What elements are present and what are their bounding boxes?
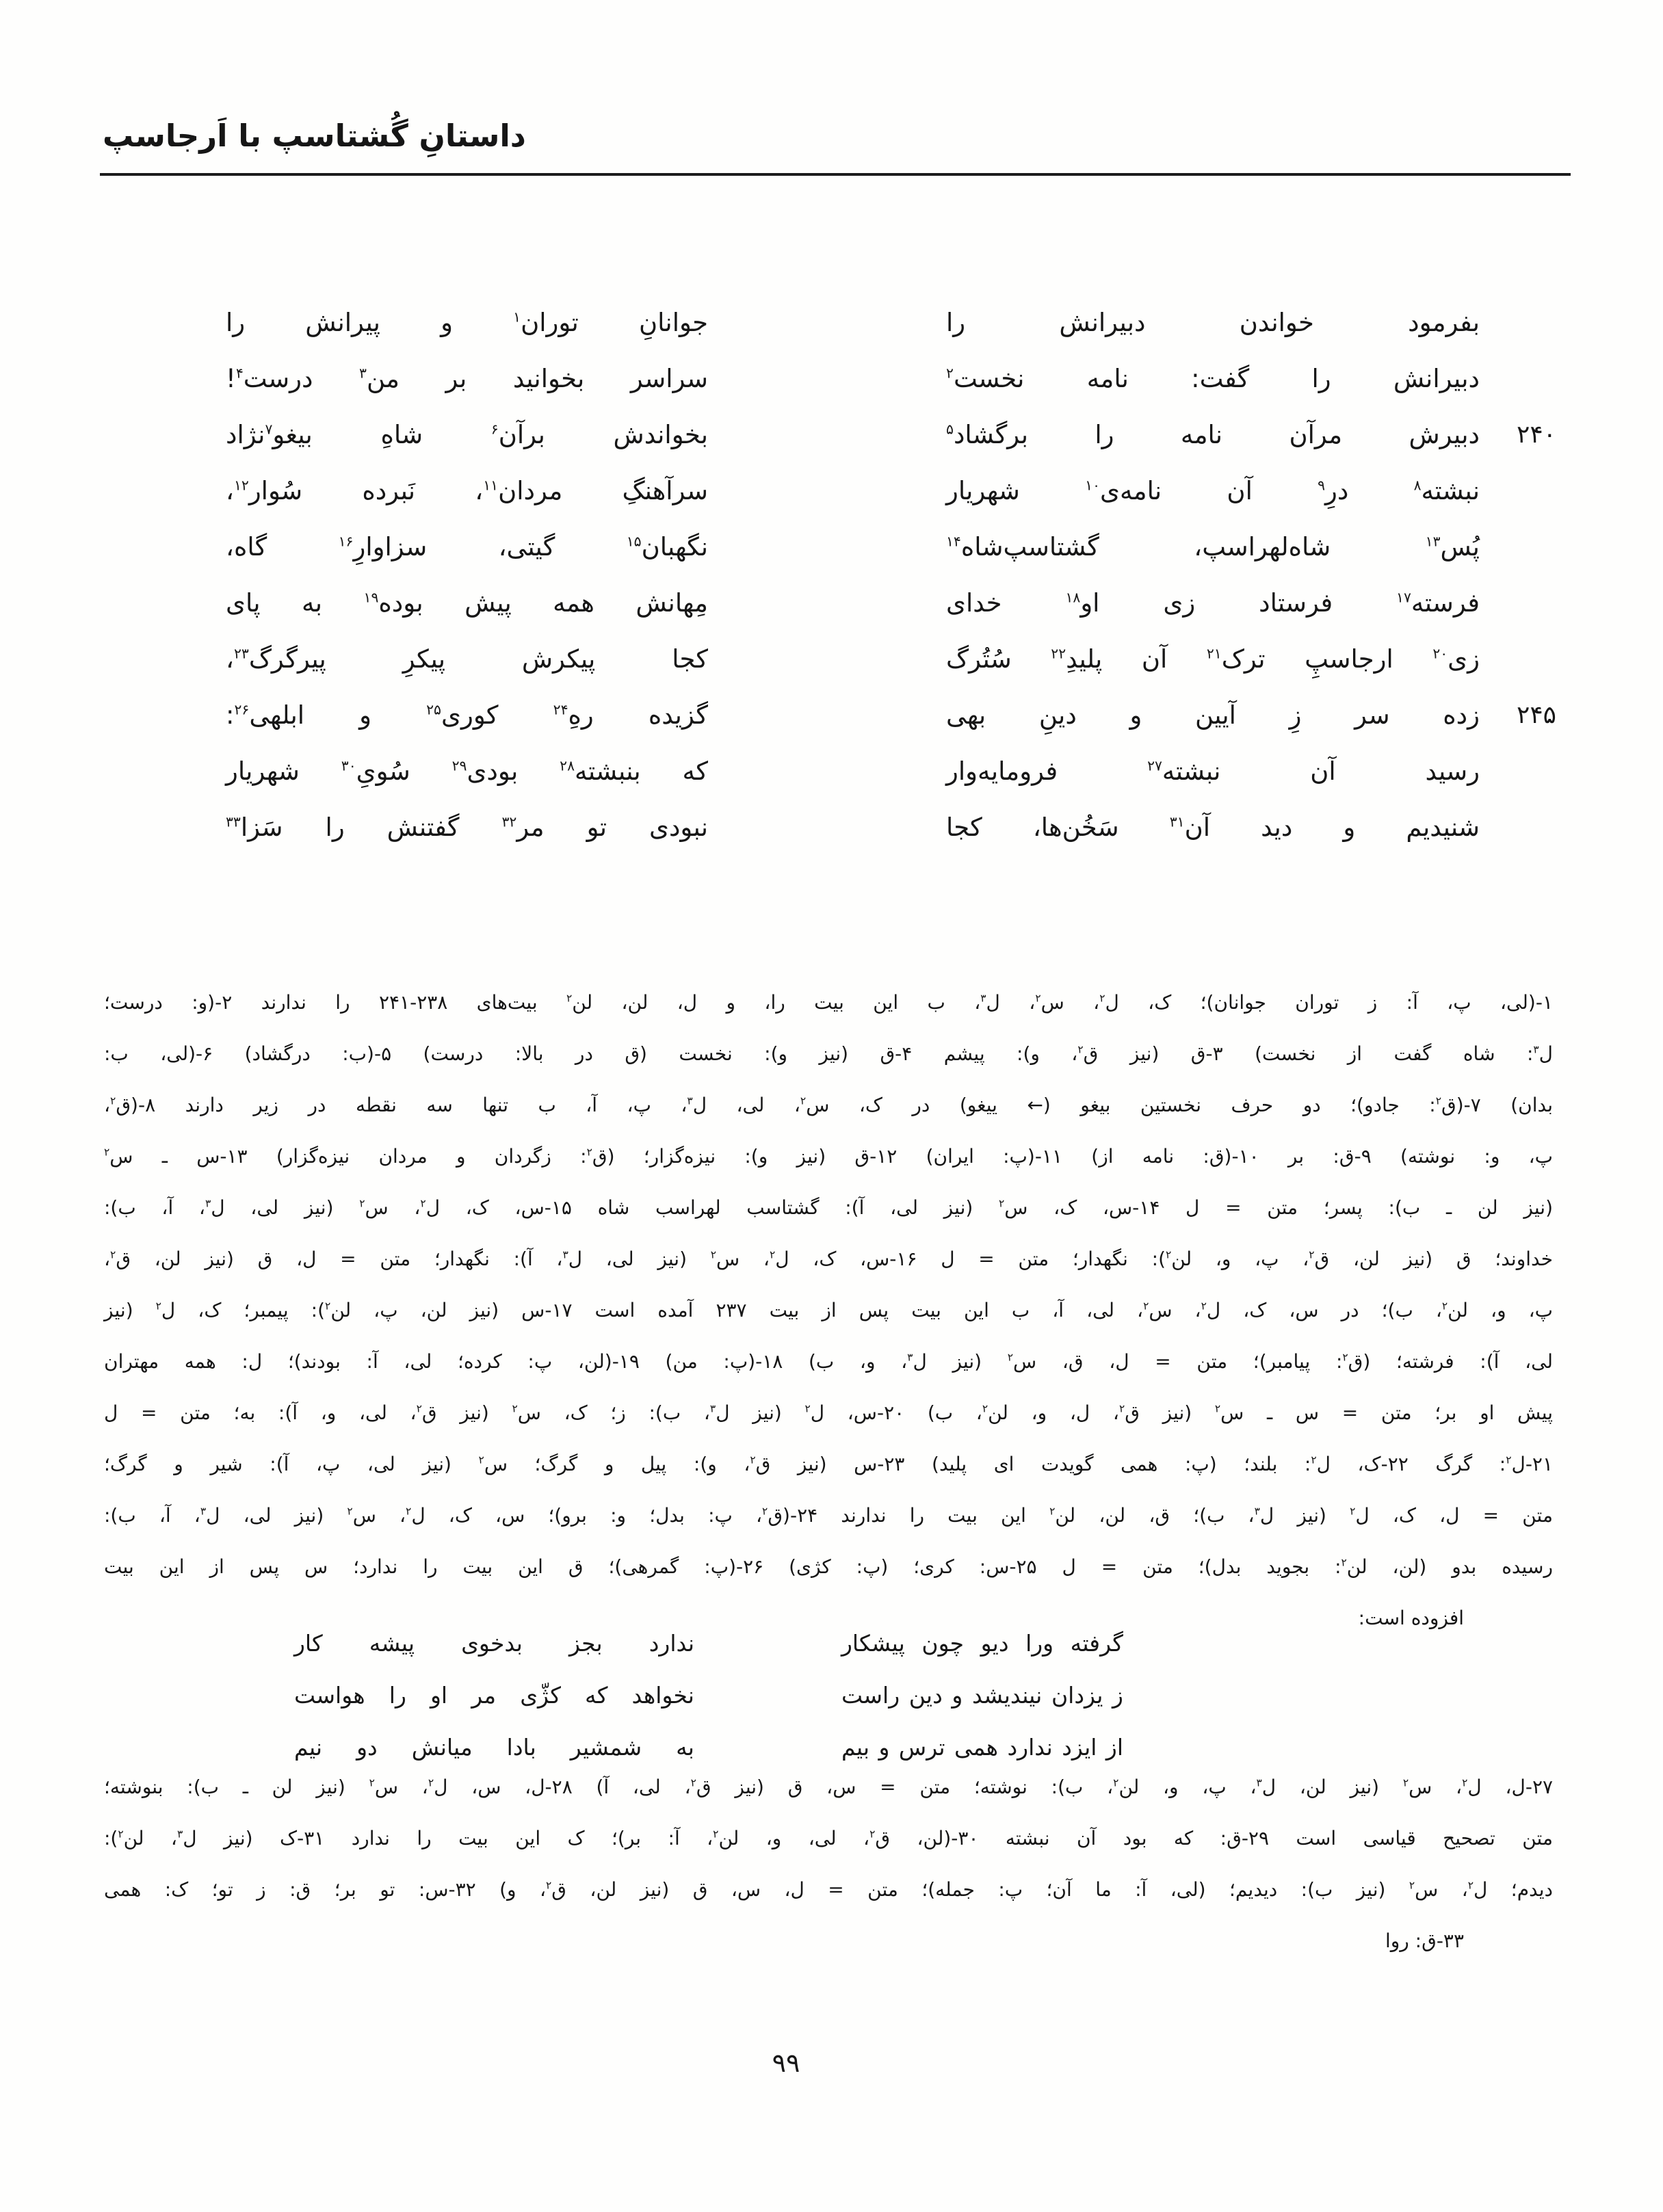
apparatus-line: پیش او بر؛ متن = س ـ س$^۲$ (نیز ق$^۲$، ل، و، لن$^۲$، ب) ۲۰-س، ل$^۲$ (نیز ل$^۳$، ب): ز؛ ک، س$^۲$ (نیز ق$^۲$، لی، و، آ): به؛ متن = ل [104,1401,1553,1424]
quote-row [294,1617,1123,1669]
apparatus-line: ل$^۳$: شاه گفت از نخست) ۳-ق (نیز ق$^۲$، و): پیشم ۴-ق (نیز و): نخست (ق در بالا: درست) ۵-(ب: درگشاد) ۶-(لی، ب: [104,1042,1554,1065]
quote-hemistich-left: ندارد بجز بدخوی پیشه کار [294,1629,694,1657]
apparatus-closing-line: ۳۳-ق: روا [1385,1930,1464,1952]
critical-apparatus-continued [104,1761,1553,1966]
page-number: ۹۹ [772,2048,800,2078]
verse-row [226,294,1556,350]
hemistich-right: زی$^{۲۰}$ ارجاسپِ ترک$^{۲۱}$ آن پلیدِ$^{۲۲}$ سُتُرگ [946,644,1480,674]
hemistich-right: دبیرانش را گفت: نامه نخست$^۲$ [946,363,1480,393]
verse-row [226,518,1556,575]
hemistich-right: رسید آن نبشته$^{۲۷}$ فرومایه‌وار [946,756,1480,786]
hemistich-right: نبشته$^۸$ درِ$^۹$ آن نامه‌ی$^{۱۰}$ شهریار [946,475,1480,505]
apparatus-line: متن = ل، ک، ل$^۲$ (نیز ل$^۳$، ب)؛ ق، لن، لن$^۲$ این بیت را ندارند ۲۴-(ق$^۲$، پ: بدل؛ و: برو)؛ س، ک، ل$^۲$، س$^۲$ (نیز لی، ل$^۳$، آ، ب): [104,1504,1553,1527]
hemistich-left: کجا پیکرش پیکرِ پیرگرگ$^{۲۳}$، [226,644,708,674]
apparatus-line: پ، و: نوشته) ۹-ق: بر ۱۰-(ق: نامه از) ۱۱-(پ: ایران) ۱۲-ق (نیز و): نیزه‌گزار؛ (ق$^۲$: زگردان و مردان نیزه‌گزار) ۱۳-س ـ س$^۲$ [104,1145,1553,1168]
verse-row [226,575,1556,631]
quote-row [294,1669,1123,1721]
hemistich-right: دبیرش مرآن نامه را برگشاد$^۵$ [946,419,1480,449]
verse-number-245: ۲۴۵ [1516,700,1556,729]
quote-hemistich-right: گرفته ورا دیو چون پیشکار [841,1629,1123,1657]
verse-block [226,294,1556,855]
verse-row [226,462,1556,518]
apparatus-line: (نیز لن ـ ب): پسر؛ متن = ل ۱۴-س، ک، س$^۲$ (نیز لی، آ): گشتاسب لهراسب شاه ۱۵-س، ک، ل$^۲$، س$^۲$ (نیز لی، ل$^۳$، آ، ب): [104,1196,1553,1219]
apparatus-line: متن تصحیح قیاسی است ۲۹-ق: که بود آن نبشته ۳۰-(لن، ق$^۲$، لی، و، لن$^۲$، آ: بر)؛ ک این بیت را ندارد ۳۱-ک (نیز ل$^۳$، لن$^۲$): [104,1827,1553,1849]
verse-row [226,799,1556,855]
apparatus-line: دیدم؛ ل$^۲$، س$^۲$ (نیز ب): دیدیم؛ (لی، آ: ما آن؛ پ: جمله)؛ متن = ل، س، ق (نیز لن، ق$^۲$، و) ۳۲-س: تو بر؛ ق: ز تو؛ ک: همی [104,1878,1553,1901]
header-rule [100,173,1571,176]
quote-hemistich-right: از ایزد ندارد همی ترس و بیم [841,1733,1123,1761]
apparatus-line: لی، آ): فرشته؛ (ق$^۲$: پیامبر)؛ متن = ل، ق، س$^۲$ (نیز ل$^۳$، و، ب) ۱۸-(پ: من) ۱۹-(لن، پ: کرده؛ لی، آ: بودند)؛ ل: همه مهتران [104,1350,1553,1373]
hemistich-right: بفرمود خواندن دبیرانش را [946,307,1480,337]
verse-row [226,743,1556,799]
quoted-verse-block [294,1617,1123,1773]
apparatus-added-label: افزوده است: [1358,1607,1464,1629]
hemistich-left: بخواندش برآن$^۶$ شاهِ بیغو$^۷$نژاد [226,419,708,449]
hemistich-left: سرآهنگِ مردان$^{۱۱}$، نَبرده سُوار$^{۱۲}$، [226,475,709,505]
hemistich-left: نبودی تو مر$^{۳۲}$ گفتنش را سَزا$^{۳۳}$ [226,812,708,842]
quote-hemistich-left: نخواهد که کژّی مر او را هواست [294,1681,694,1709]
apparatus-line: پ، و، لن$^۲$، ب)؛ در س، ک، ل$^۲$، س$^۲$، لی، آ، ب این بیت پس از بیت ۲۳۷ آمده است ۱۷-س (نیز لن، پ، لن$^۲$): پیمبر؛ ک، ل$^۲$ (نیز [104,1299,1554,1321]
verse-row [226,631,1556,687]
hemistich-right: فرسته$^{۱۷}$ فرستاد زی او$^{۱۸}$ خدای [946,588,1480,618]
apparatus-line: ۲۱-ل$^۲$: گرگ ۲۲-ک، ل$^۲$: بلند؛ (پ: همی گویدت ای پلید) ۲۳-س (نیز ق$^۲$، و): پیل و گرگ؛ س$^۲$ (نیز لی، پ، آ): شیر و گرگ؛ [104,1453,1553,1475]
critical-apparatus [104,977,1553,1644]
apparatus-line: بدان) ۷-(ق$^۲$: جادو)؛ دو حرف نخستین بیغو (← ییغو) در ک، س$^۲$، لی، ل$^۳$، پ، آ، ب تنها سه نقطه در زیر دارند ۸-(ق$^۲$، [104,1094,1553,1116]
page-title: داستانِ گُشتاسپ با اَرجاسپ [103,118,526,154]
apparatus-line: رسیده بدو (لن، لن$^۲$: بجوید بدل)؛ متن = ل ۲۵-س: کری؛ (پ: کژی) ۲۶-(پ: گمرهی)؛ ق این بیت را ندارد؛ س پس از این بیت [104,1555,1553,1578]
hemistich-right: پُس$^{۱۳}$ شاه‌لهراسپ، گشتاسپ‌شاه$^{۱۴}$ [946,531,1480,562]
hemistich-left: نگهبان$^{۱۵}$ گیتی، سزاوارِ$^{۱۶}$ گاه، [226,531,708,562]
hemistich-left: که بنبشته$^{۲۸}$ بودی$^{۲۹}$ سُویِ$^{۳۰}$ شهریار [226,756,708,786]
hemistich-left: جوانانِ توران$^۱$ و پیرانش را [226,307,708,337]
verse-row [226,350,1556,406]
quote-hemistich-left: به شمشیر بادا میانش دو نیم [294,1733,694,1761]
apparatus-line: ۲۷-ل، ل$^۲$، س$^۲$ (نیز لن، ل$^۳$، پ، و، لن$^۲$، ب): نوشته؛ متن = س، ق (نیز ق$^۲$، لی، آ) ۲۸-ل، س، ل$^۲$، س$^۲$ (نیز لن ـ ب): بنوشته؛ [104,1776,1554,1798]
apparatus-line: خداوند؛ ق (نیز لن، ق$^۲$، پ، و، لن$^۲$): نگهدار؛ متن = ل ۱۶-س، ک، ل$^۲$، س$^۲$ (نیز لی، ل$^۳$، آ): نگهدار؛ متن = ل، ق (نیز لن، ق$^۲$، [104,1248,1554,1270]
hemistich-left: گزیده رهِ$^{۲۴}$ کوری$^{۲۵}$ و ابلهی$^{۲۶}$: [226,700,708,730]
apparatus-line: ۱-(لی، پ، آ: ز توران جوانان)؛ ک، ل$^۲$، س$^۲$، ل$^۳$، ب این بیت را، و ل، لن، لن$^۲$ بیت‌های ۲۳۸-۲۴۱ را ندارند ۲-(و: درست؛ [104,991,1554,1014]
verse-row [226,406,1556,462]
verse-number-240: ۲۴۰ [1516,420,1556,449]
verse-row [226,687,1556,743]
hemistich-right: زده سر زِ آیین و دینِ بهی [946,700,1480,730]
hemistich-left: سراسر بخوانید بر من$^۳$ درست$^۴$! [226,363,708,393]
hemistich-left: مِهانش همه پیش بوده$^{۱۹}$ به پای [226,588,708,618]
hemistich-right: شنیدیم و دید آن$^{۳۱}$ سَخُن‌ها، کجا [946,812,1480,842]
quote-hemistich-right: ز یزدان نیندیشد و دین راست [841,1681,1123,1709]
